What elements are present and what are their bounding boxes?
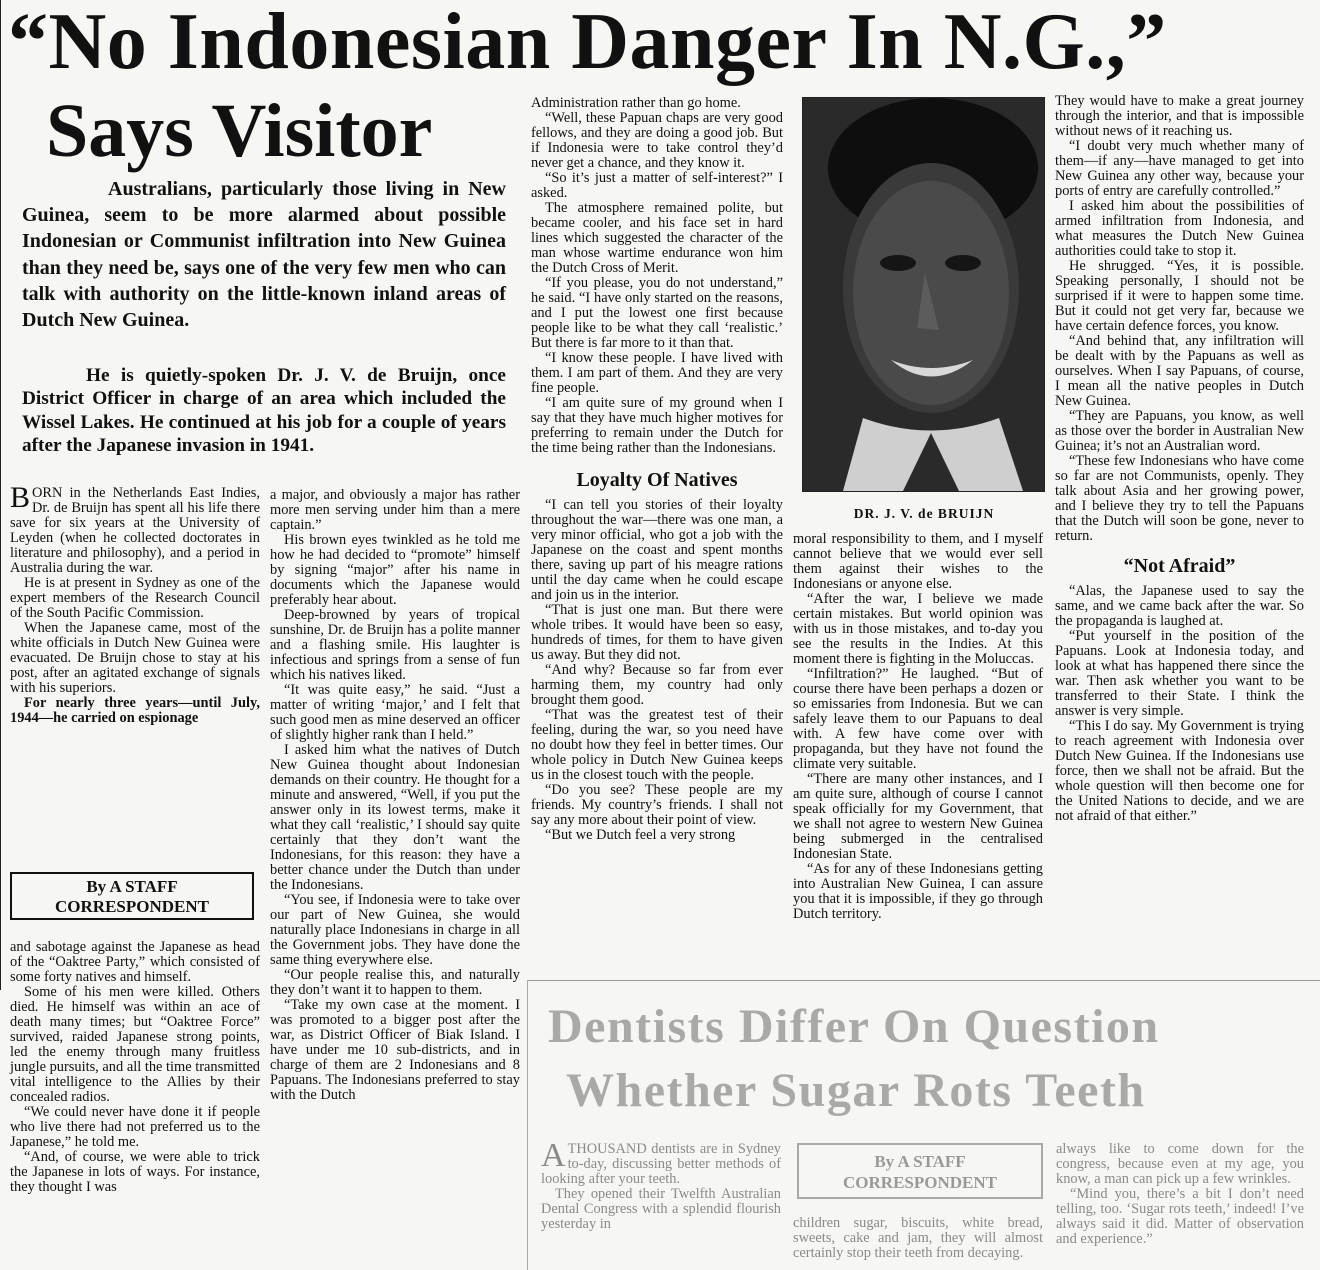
article-column-5 — [1055, 94, 1304, 824]
article-column-1 — [10, 481, 260, 726]
col1-para-8: “And, of course, we were able to trick the Japanese in lots of ways. For instance, they thought I was — [10, 1149, 260, 1195]
col2-para-6: “You see, if Indonesia were to take over our part of New Guinea, she would naturally place Indonesians in charge in all the Government jobs. They have done the same thing everywhere else. — [270, 892, 520, 968]
col3-para-7: “I am quite sure of my ground when I say that they have much higher motives for preferring to remain under the Dutch for the time being rather than the Indonesians. — [531, 395, 783, 456]
col2-para-2: His brown eyes twinkled as he told me how he had decided to “promote” himself by signing “major” after his name in documents which the Japanese would preferably hear about. — [270, 532, 520, 608]
dentists-headline-2: Whether Sugar Rots Teeth — [566, 1064, 1146, 1117]
drop-cap: B — [10, 481, 31, 514]
col5-para-4: He shrugged. “Yes, it is possible. Speaking personally, I should not be surprised if it were to happen some time. But it could not get very far, because we have certain defence forces, you know. — [1055, 258, 1304, 334]
dentists-top-rule — [527, 980, 1320, 981]
dentists-column-3 — [1056, 1142, 1304, 1270]
dentists-col2-para-1: children sugar, biscuits, white bread, sweets, cake and jam, they will almost certainly stop their teeth from decaying. — [793, 1216, 1043, 1261]
headline-line-2: Says Visitor — [46, 89, 433, 173]
col2-para-1: a major, and obviously a major has rather more men serving under him than a mere captain.” — [270, 487, 520, 533]
col1-para-1: ORN in the Netherlands East Indies, Dr. de Bruijn has spent all his life there save for six years at the University of Leyden (when he collected doctorates in literature and philosophy), and a period in Australia during the war. — [10, 485, 260, 576]
headline-line-1: “No Indonesian Danger In N.G.,” — [8, 0, 1167, 86]
col5-para-3: I asked him about the possibilities of armed infiltration from Indonesia, and what measures the Dutch New Guinea authorities could take to stop it. — [1055, 198, 1304, 259]
col3-para-2: “Well, these Papuan chaps are very good fellows, and they are doing a good job. But if Indonesia were to take control they’d never get a chance, and they know it. — [531, 110, 783, 171]
col3-para-10: “And why? Because so far from ever harming them, my country had only brought them good. — [531, 662, 783, 708]
col5-para-10: “This I do say. My Government is trying to reach agreement with Indonesia over Dutch New Guinea. If the Indonesians use force, then we shall not be afraid. But the whole question will then become one for the United Nations to decide, and we are not afraid of that either.” — [1055, 718, 1304, 824]
dentists-col3-para-1: always like to come down for the congress, because even at my age, you know, a man can pick up a few wrinkles. — [1056, 1142, 1304, 1187]
col3-para-13: “But we Dutch feel a very strong — [545, 827, 736, 843]
col3-para-12: “Do you see? These people are my friends. My country’s friends. I shall not say any more about their point of view. — [531, 782, 783, 828]
dentists-headline-1: Dentists Differ On Question — [548, 1000, 1160, 1053]
col2-para-3: Deep-browned by years of tropical sunshine, Dr. de Bruijn has a polite manner and a flashing smile. His laughter is infectious and springs from a sense of fun which his natives liked. — [270, 607, 520, 683]
col3-para-4: The atmosphere remained polite, but became cooler, and his face set in hard lines which suggested the character of the man whose wartime endurance won him the Dutch Cross of Merit. — [531, 200, 783, 276]
col5-para-7: “These few Indonesians who have come so far are not Communists, openly. They talk about Asia and her growing power, and I believe they try to tell the Papuans that the Dutch will soon be gone, never to return. — [1055, 453, 1304, 544]
col3-para-5: “If you please, you do not understand,” he said. “I have only started on the reasons, and I put the lowest one first because people like to be what they call ‘realistic.’ But there is far more to it than that. — [531, 275, 783, 351]
left-border-rule — [0, 0, 1, 990]
portrait-photo — [802, 97, 1045, 492]
col3-para-8: “I can tell you stories of their loyalty throughout the war—there was one man, a very minor official, who got a job with the Japanese on the coast and spent months there, saving up part of his meagre rations until the day came when he could escape and join us in the interior. — [531, 497, 783, 603]
col3-para-11: “That was the greatest test of their feeling, during the war, so you need have no doubt how they feel in better times. Our whole policy in Dutch New Guinea keeps us in the closest touch with the people. — [531, 707, 783, 783]
col1-para-2: He is at present in Sydney as one of the expert members of the Research Council of the South Pacific Commission. — [10, 575, 260, 621]
col4-para-1: moral responsibility to them, and I myself cannot believe that we would ever sell them against their wishes to the Indonesians or anyone else. — [793, 531, 1043, 592]
col2-para-4: “It was quite easy,” he said. “Just a matter of writing ‘major,’ and I felt that such good men as mine deserved an officer of slightly higher rank than I held.” — [270, 682, 520, 743]
subhead-not-afraid: “Not Afraid” — [1123, 555, 1236, 577]
article-column-2 — [270, 488, 520, 1103]
col3-para-9: “That is just one man. But there were whole tribes. It would have been so easy, hundreds of times, for them to have given us away. But they did not. — [531, 602, 783, 663]
col1-para-3: When the Japanese came, most of the white officials in Dutch New Guinea were evacuated. De Bruijn chose to stay at his post, after an agitated exchange of signals with his superiors. — [10, 620, 260, 696]
portrait-illustration — [803, 98, 1044, 491]
col4-para-4: “There are many other instances, and I am quite sure, although of course I cannot speak officially for my Government, that we shall not agree to western New Guinea being submerged in the centralised Indonesian State. — [793, 771, 1043, 862]
photo-caption: DR. J. V. de BRUIJN — [853, 506, 995, 521]
col2-para-5: I asked him what the natives of Dutch New Guinea thought about Indonesian demands on their country. He thought for a minute and answered, “Well, if you put the answer only in its lowest terms, make it what they call ‘realistic,’ I should say quite certainly that they don’t want the Indonesians, for this reason: they have a better chance under the Dutch than under the Indonesians. — [270, 742, 520, 893]
dentists-column-1 — [541, 1137, 781, 1232]
dentists-col3-para-2: “Mind you, there’s a bit I don’t need telling, too. ‘Sugar rots teeth,’ indeed! I’ve always said it did. Matter of observation and experience.” — [1056, 1186, 1304, 1247]
byline-line-1: By A STAFF — [86, 877, 178, 896]
col5-para-9: “Put yourself in the position of the Papuans. Look at Indonesia today, and look at what has happened there since the war. Then ask whether you want to be transferred to their State. I think the answer is very simple. — [1055, 628, 1304, 719]
col1-para-5: and sabotage against the Japanese as head of the “Oaktree Party,” which consisted of some forty natives and himself. — [10, 939, 260, 985]
col3-para-3: “So it’s just a matter of self-interest?” I asked. — [531, 170, 783, 201]
col5-para-8: “Alas, the Japanese used to say the same, and we came back after the war. So the propaganda is laughed at. — [1055, 583, 1304, 629]
col3-para-6: “I know these people. I have lived with them. I am part of them. And they are very fine people. — [531, 350, 783, 396]
dentists-byline-line-2: CORRESPONDENT — [843, 1173, 997, 1192]
col3-para-1: Administration rather than go home. — [531, 95, 741, 111]
intro-paragraph-2 — [22, 364, 506, 457]
dentists-byline-line-1: By A STAFF — [874, 1152, 966, 1171]
article-column-1-continued — [10, 940, 260, 1195]
dentists-left-rule — [527, 980, 528, 1270]
intro-text-1: Australians, particularly those living in New Guinea, seem to be more alarmed about possible Indonesian or Communist infiltration into New Guinea than they need be, says one of the very few men who can talk with authority on the little-known inland areas of Dutch New Guinea. — [22, 178, 506, 332]
dentists-col1-para-1: THOUSAND dentists are in Sydney to-day, discussing better methods of looking after your teeth. — [541, 1141, 781, 1187]
article-column-4 — [793, 532, 1043, 922]
intro-text-2: He is quietly-spoken Dr. J. V. de Bruijn, once District Officer in charge of an area which included the Wissel Lakes. He continued at his job for a couple of years after the Japanese invasion in 1941. — [22, 365, 506, 456]
col5-para-2: “I doubt very much whether many of them—if any—have managed to get into New Guinea any other way, because your ports of entry are carefully controlled.” — [1055, 138, 1304, 199]
col1-para-4: For nearly three years—until July, 1944—he carried on espionage — [10, 695, 260, 726]
col4-para-5: “As for any of these Indonesians getting into Australian New Guinea, I can assure you that it is impossible, if they go through Dutch territory. — [793, 861, 1043, 922]
byline-line-2: CORRESPONDENT — [55, 897, 209, 916]
col4-para-3: “Infiltration?” He laughed. “But of course there have been perhaps a dozen or so emissaries from Indonesia. But we can safely leave them to our Papuans to deal with. A few have come over with propaganda, but they have not found the climate very suitable. — [793, 666, 1043, 772]
col5-para-6: “They are Papuans, you know, as well as those over the border in Australian New Guinea; it’s not an Australian word. — [1055, 408, 1304, 454]
col1-para-6: Some of his men were killed. Others died. He himself was within an ace of death many times; but “Oaktree Force” survived, raided Japanese strong points, led the enemy through many fruitless jungle pursuits, and all the time transmitted vital intelligence to the Allies by their concealed radios. — [10, 984, 260, 1105]
dentists-byline-box — [797, 1143, 1043, 1199]
col5-para-1: They would have to make a great journey through the interior, and that is impossible without news of it reaching us. — [1055, 93, 1304, 139]
col2-para-7: “Our people realise this, and naturally they don’t want it to happen to them. — [270, 967, 520, 998]
intro-paragraph — [22, 176, 506, 333]
dentists-column-2 — [793, 1216, 1043, 1270]
subhead-loyalty: Loyalty Of Natives — [576, 469, 738, 491]
col5-para-5: “And behind that, any infiltration will be dealt with by the Papuans as well as ourselves. When I say Papuans, of course, I mean all the native peoples in Dutch New Guinea. — [1055, 333, 1304, 409]
col1-para-7: “We could never have done it if people who live there had not preferred us to the Japanese,” he told me. — [10, 1104, 260, 1150]
dentists-col1-para-2: They opened their Twelfth Australian Dental Congress with a splendid flourish yesterday in — [541, 1186, 781, 1232]
article-column-3 — [531, 96, 783, 843]
col4-para-2: “After the war, I believe we made certain mistakes. But world opinion was with us in those mistakes, and to-day you see the results in the Indies. At this moment there is fighting in the Moluccas. — [793, 591, 1043, 667]
col2-para-8: “Take my own case at the moment. I was promoted to a bigger post after the war, as District Officer of Biak Island. I have under me 10 sub-districts, and in charge of them are 2 Indonesians and 8 Papuans. The Indonesians preferred to stay with the Dutch — [270, 997, 520, 1103]
byline-box — [10, 872, 254, 920]
dentists-drop-cap: A — [541, 1137, 566, 1174]
